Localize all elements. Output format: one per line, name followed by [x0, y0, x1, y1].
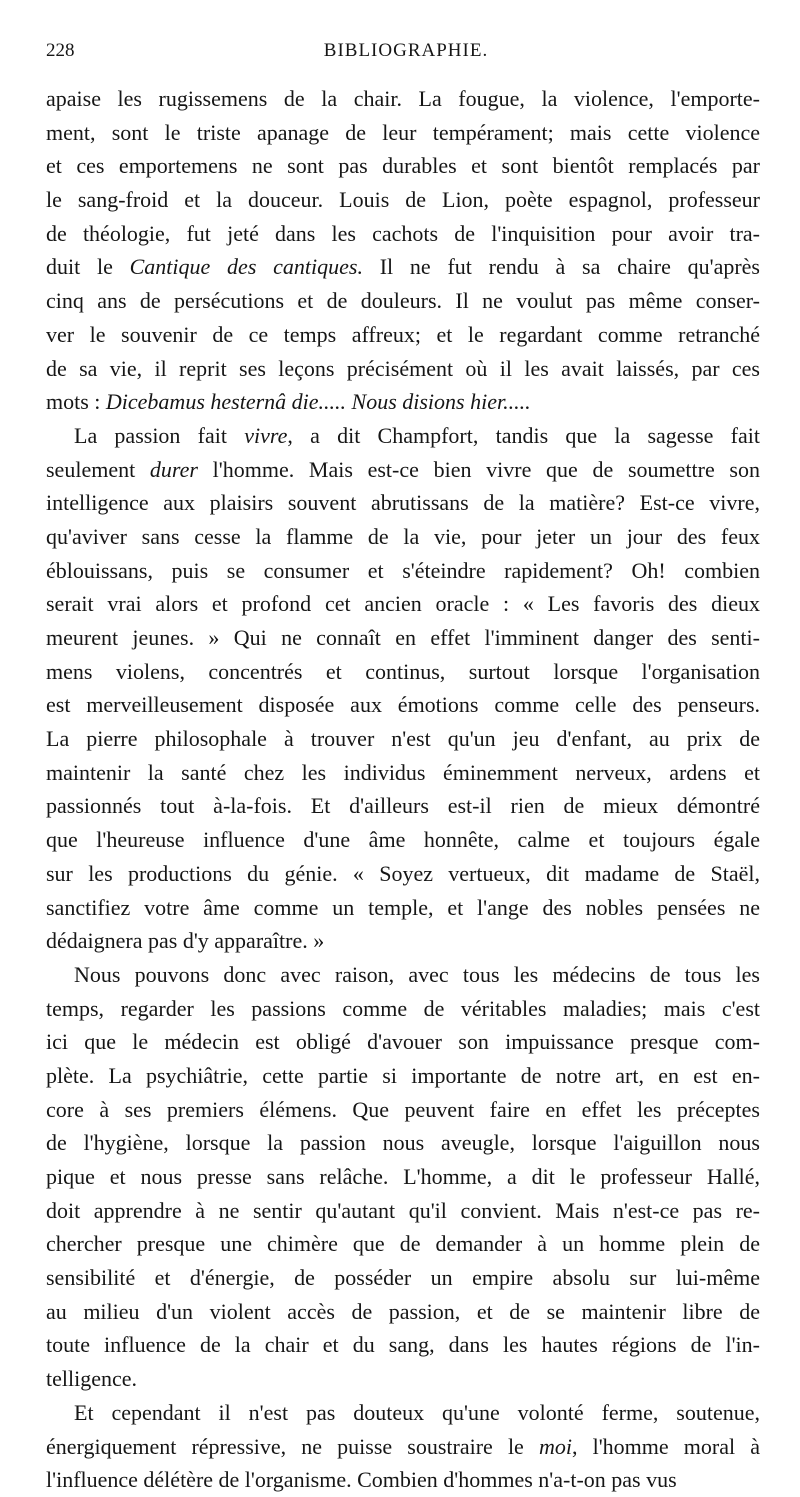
- text-line: [46, 1093, 760, 1127]
- text-run: est merveilleusement disposée aux émotions comme celle des penseurs.: [46, 692, 760, 718]
- text-line: [46, 756, 760, 790]
- text-line: [46, 1328, 760, 1362]
- text-line: [46, 149, 760, 183]
- italic-run: Cantique des cantiques.: [129, 254, 363, 280]
- text-run: core à ses premiers élémens. Que peuvent faire en effet les préceptes: [46, 1096, 760, 1122]
- text-run: cinq ans de persécutions et de douleurs. Il ne voulut pas même conser-: [46, 288, 760, 314]
- text-line: [46, 1396, 760, 1430]
- italic-run: moi: [538, 1433, 572, 1459]
- text-run: qu'aviver sans cesse la flamme de la vie, pour jeter un jour des feux: [46, 523, 760, 549]
- text-line: [46, 958, 760, 992]
- text-run: intelligence aux plaisirs souvent abrutissans de la matière? Est-ce vivre,: [46, 490, 760, 516]
- text-line: [46, 587, 760, 621]
- text-run: de théologie, fut jeté dans les cachots de l'inquisition pour avoir tra-: [46, 220, 760, 246]
- text-run: La passion fait: [74, 422, 245, 448]
- text-run: pique et nous presse sans relâche. L'homme, a dit le professeur Hallé,: [46, 1164, 760, 1189]
- text-line: [46, 1059, 760, 1093]
- text-run: éblouissans, puis se consumer et s'éteindre rapidement? Oh! combien: [46, 557, 760, 583]
- text-run: chercher presque une chimère que de demander à un homme plein de: [46, 1231, 760, 1257]
- text-run: apaise les rugissemens de la chair. La fougue, la violence, l'emporte-: [46, 86, 760, 111]
- text-line: [46, 688, 760, 722]
- text-line: [46, 857, 760, 891]
- text-run: ment, sont le triste apanage de leur tempérament; mais cette violence: [46, 119, 760, 145]
- text-line: [46, 1430, 760, 1464]
- text-line: [46, 352, 760, 386]
- text-line: [46, 1160, 760, 1194]
- text-line: [46, 1227, 760, 1261]
- text-line: [46, 722, 760, 756]
- text-line: [46, 1025, 760, 1059]
- text-line: [46, 82, 760, 116]
- italic-run: durer: [149, 456, 198, 482]
- text-run: plète. La psychiâtrie, cette partie si importante de notre art, en est en-: [46, 1062, 760, 1088]
- page-header: [46, 40, 766, 70]
- text-run: passionnés tout à-la-fois. Et d'ailleurs est-il rien de mieux démontré: [46, 793, 760, 819]
- text-run: sanctifiez votre âme comme un temple, et l'ange des nobles pensées ne: [46, 894, 760, 920]
- text-line: [46, 992, 760, 1026]
- text-line: [46, 419, 760, 453]
- text-run: toute influence de la chair et du sang, dans les hautes régions de l'in-: [46, 1332, 760, 1358]
- italic-run: vivre: [244, 422, 288, 448]
- text-run: telligence.: [46, 1366, 138, 1392]
- italic-run: Dicebamus hesternâ die..... Nous disions hier.....: [105, 389, 531, 415]
- text-run: Il ne fut rendu à sa chaire qu'après: [362, 254, 760, 280]
- text-run: serait vrai alors et profond cet ancien oracle : « Les favoris des dieux: [46, 591, 760, 617]
- text-run: ver le souvenir de ce temps affreux; et le regardant comme retranché: [46, 321, 760, 347]
- running-title: BIBLIOGRAPHIE.: [323, 40, 489, 61]
- page-number: 228: [46, 40, 75, 61]
- text-line: [46, 621, 760, 655]
- text-run: mens violens, concentrés et continus, surtout lorsque l'organisation: [46, 658, 760, 684]
- text-line: [46, 924, 760, 958]
- text-run: maintenir la santé chez les individus éminemment nerveux, ardens et: [46, 759, 760, 785]
- text-line: [46, 891, 760, 925]
- text-run: et ces emportemens ne sont pas durables et sont bientôt remplacés par: [46, 153, 760, 179]
- text-line: [46, 554, 760, 588]
- text-run: , a dit Champfort, tandis que la sagesse fait: [287, 422, 760, 448]
- text-line: [46, 453, 760, 487]
- text-run: , l'homme moral à: [571, 1433, 760, 1459]
- text-run: Et cependant il n'est pas douteux qu'une volonté ferme, soutenue,: [74, 1399, 760, 1425]
- text-run: de sa vie, il reprit ses leçons précisément où il les avait laissés, par ces: [46, 355, 760, 381]
- text-run: de l'hygiène, lorsque la passion nous aveugle, lorsque l'aiguillon nous: [46, 1130, 760, 1156]
- text-line: [46, 284, 760, 318]
- text-run: meurent jeunes. » Qui ne connaît en effet l'imminent danger des senti-: [46, 625, 760, 650]
- text-line: [46, 823, 760, 857]
- text-line: [46, 1362, 760, 1396]
- text-run: ici que le médecin est obligé d'avouer son impuissance presque com-: [46, 1029, 760, 1055]
- text-run: que l'heureuse influence d'une âme honnête, calme et toujours égale: [46, 827, 760, 853]
- text-run: temps, regarder les passions comme de véritables maladies; mais c'est: [46, 995, 760, 1021]
- text-run: le sang-froid et la douceur. Louis de Lion, poète espagnol, professeur: [46, 187, 760, 213]
- text-run: La pierre philosophale à trouver n'est qu'un jeu d'enfant, au prix de: [46, 726, 760, 752]
- text-run: dédaignera pas d'y apparaître. »: [46, 928, 325, 954]
- text-line: [46, 655, 760, 689]
- text-line: [46, 250, 760, 284]
- text-run: seulement: [46, 456, 150, 482]
- text-line: [46, 1194, 760, 1228]
- text-line: [46, 183, 760, 217]
- text-run: mots :: [46, 389, 106, 415]
- text-run: l'influence délétère de l'organisme. Combien d'hommes n'a-t-on pas vus: [46, 1467, 677, 1493]
- text-run: Nous pouvons donc avec raison, avec tous les médecins de tous les: [74, 961, 760, 987]
- text-line: [46, 1295, 760, 1329]
- text-run: sensibilité et d'énergie, de posséder un empire absolu sur lui-même: [46, 1265, 760, 1291]
- text-line: [46, 1261, 760, 1295]
- text-line: [46, 789, 760, 823]
- text-line: [46, 217, 760, 251]
- text-line: [46, 486, 760, 520]
- text-run: duit le: [46, 254, 130, 280]
- text-run: l'homme. Mais est-ce bien vivre que de soumettre son: [197, 456, 760, 482]
- text-run: doit apprendre à ne sentir qu'autant qu'il convient. Mais n'est-ce pas re-: [46, 1197, 760, 1223]
- text-line: [46, 1126, 760, 1160]
- text-run: sur les productions du génie. « Soyez vertueux, dit madame de Staël,: [46, 860, 760, 886]
- text-line: [46, 116, 760, 150]
- text-line: [46, 520, 760, 554]
- text-line: [46, 1463, 760, 1497]
- text-line: [46, 385, 760, 419]
- body-text: [46, 82, 760, 1497]
- text-line: [46, 318, 760, 352]
- text-run: au milieu d'un violent accès de passion, et de se maintenir libre de: [46, 1298, 760, 1324]
- text-run: énergiquement répressive, ne puisse soustraire le: [46, 1433, 539, 1459]
